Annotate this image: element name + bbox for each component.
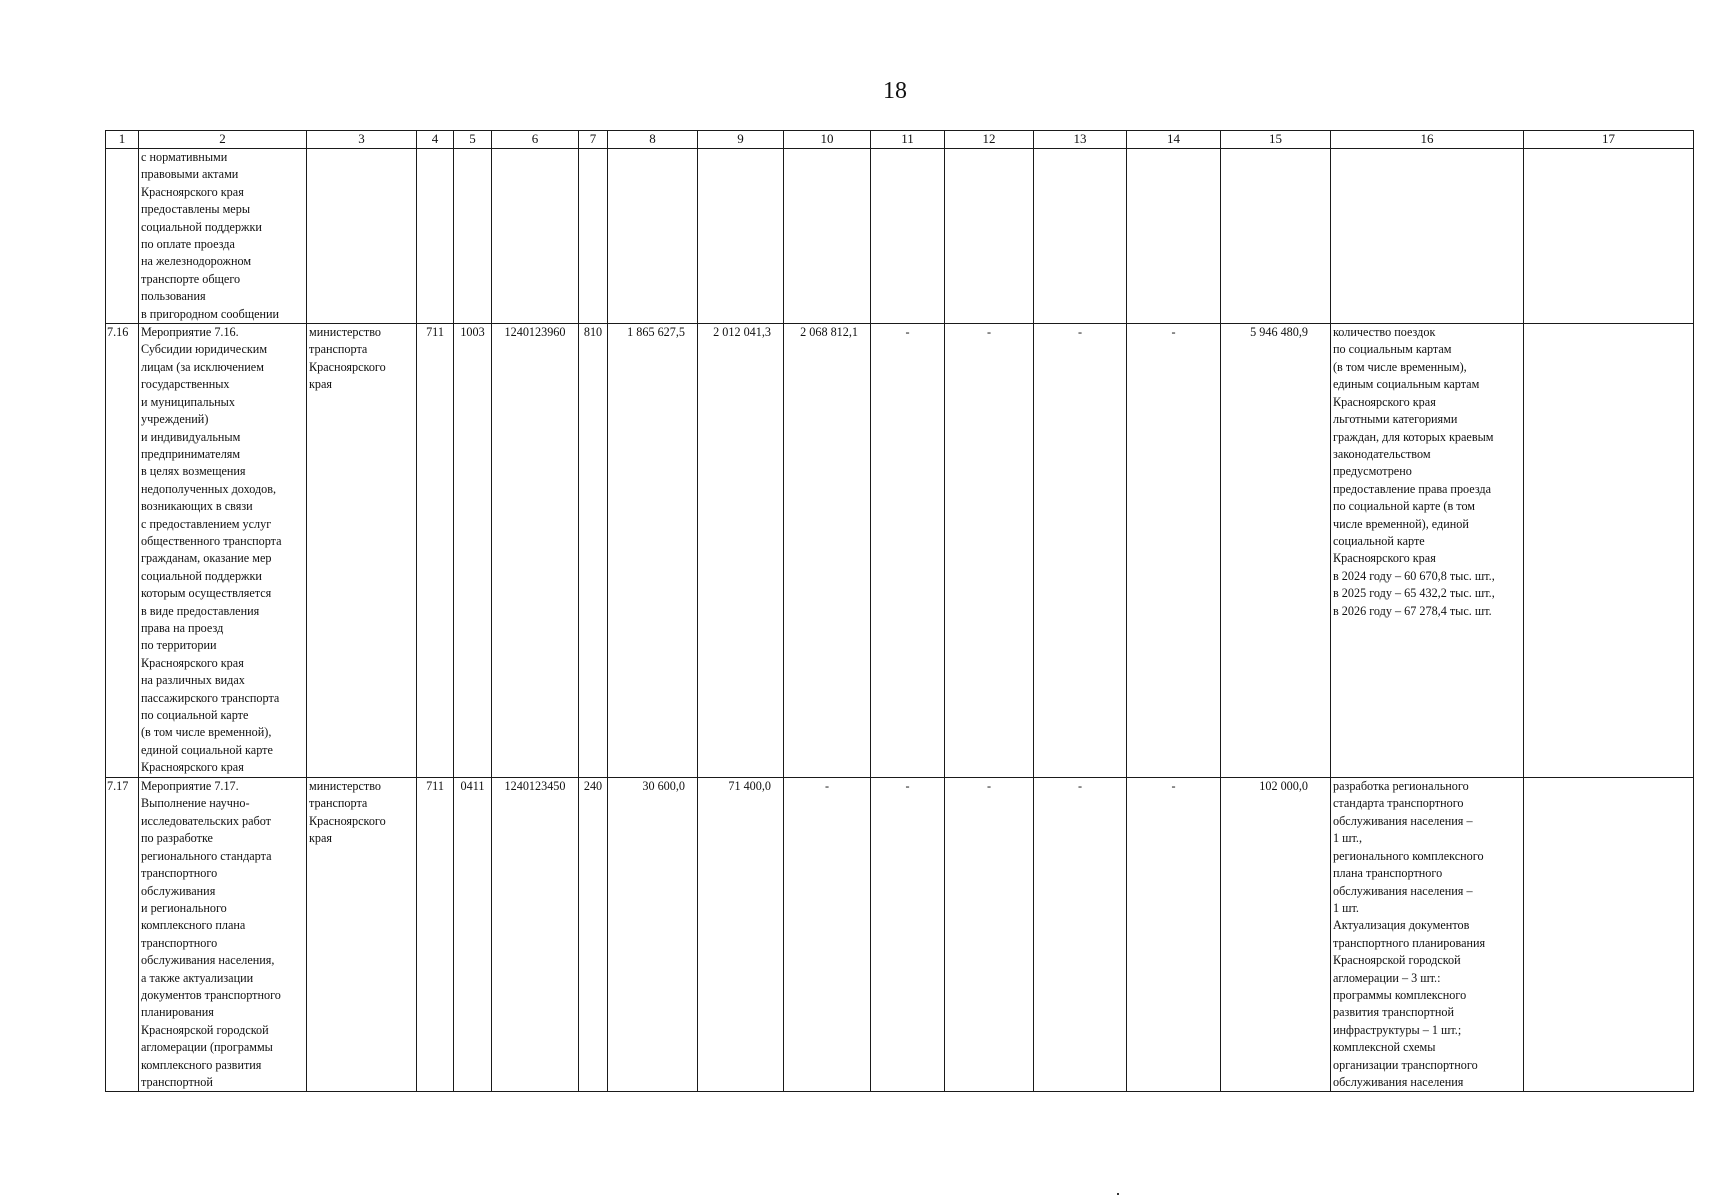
amount-col-11: - xyxy=(871,324,945,778)
amount-col-10: - xyxy=(784,778,871,1092)
table-row-7-16 xyxy=(106,324,1694,778)
grbs-code: 711 xyxy=(417,778,454,1092)
cell-empty xyxy=(608,149,698,324)
header-cell: 3 xyxy=(307,131,417,149)
cell-empty xyxy=(492,149,579,324)
header-cell: 4 xyxy=(417,131,454,149)
amount-col-12: - xyxy=(945,778,1034,1092)
header-cell: 8 xyxy=(608,131,698,149)
amount-col-13: - xyxy=(1034,778,1127,1092)
cell-empty xyxy=(1524,149,1694,324)
header-cell: 6 xyxy=(492,131,579,149)
target-article-code: 1240123960 xyxy=(492,324,579,778)
cell-empty xyxy=(454,149,492,324)
header-cell: 15 xyxy=(1221,131,1331,149)
cell-empty xyxy=(784,149,871,324)
header-cell: 1 xyxy=(106,131,139,149)
header-cell: 17 xyxy=(1524,131,1694,149)
cell-col-17 xyxy=(1524,778,1694,1092)
cell-empty xyxy=(1127,149,1221,324)
header-cell: 12 xyxy=(945,131,1034,149)
amount-col-12: - xyxy=(945,324,1034,778)
responsible-executor: министерство транспорта Красноярского края xyxy=(307,778,417,1092)
header-cell: 16 xyxy=(1331,131,1524,149)
section-code: 1003 xyxy=(454,324,492,778)
row-number: 7.17 xyxy=(106,778,139,1092)
target-article-code: 1240123450 xyxy=(492,778,579,1092)
header-cell: 14 xyxy=(1127,131,1221,149)
section-code: 0411 xyxy=(454,778,492,1092)
amount-col-13: - xyxy=(1034,324,1127,778)
amount-col-14: - xyxy=(1127,324,1221,778)
grbs-code: 711 xyxy=(417,324,454,778)
amount-col-9: 71 400,0 xyxy=(698,778,784,1092)
scan-speck xyxy=(1117,1193,1119,1195)
row-number: 7.16 xyxy=(106,324,139,778)
header-cell: 5 xyxy=(454,131,492,149)
header-row xyxy=(106,131,1694,149)
header-cell: 7 xyxy=(579,131,608,149)
amount-col-10: 2 068 812,1 xyxy=(784,324,871,778)
page-number: 18 xyxy=(883,78,907,104)
amount-col-14: - xyxy=(1127,778,1221,1092)
expense-type-code: 810 xyxy=(579,324,608,778)
responsible-executor: министерство транспорта Красноярского края xyxy=(307,324,417,778)
cell-empty xyxy=(945,149,1034,324)
expected-result: количество поездок по социальным картам (в том числе временным), единым социальным картам Красноярского края льготными категориями граждан, для которых краевым законодательством предусмотрено предоставление права проезда по социальной карте (в том числе временной), единой социальной карте Красноярского края в 2024 году – 60 670,8 тыс. шт., в 2025 году – 65 432,2 тыс. шт., в 2026 году – 67 278,4 тыс. шт. xyxy=(1331,324,1524,778)
table-row-7-17 xyxy=(106,778,1694,1092)
cell-empty xyxy=(1331,149,1524,324)
amount-col-11: - xyxy=(871,778,945,1092)
cell-empty xyxy=(1034,149,1127,324)
header-cell: 13 xyxy=(1034,131,1127,149)
header-cell: 2 xyxy=(139,131,307,149)
cell-index xyxy=(106,149,139,324)
cell-col-17 xyxy=(1524,324,1694,778)
continuation-row xyxy=(106,149,1694,324)
measure-description: Мероприятие 7.17. Выполнение научно- исследовательских работ по разработке регионального стандарта транспортного обслуживания и регионального комплексного плана транспортного обслуживания населения, а также актуализации документов транспортного планирования Красноярской городской агломерации (программы комплексного развития транспортной xyxy=(139,778,307,1092)
measures-table xyxy=(105,130,1694,1092)
cell-empty xyxy=(871,149,945,324)
amount-total: 102 000,0 xyxy=(1221,778,1331,1092)
cell-empty xyxy=(579,149,608,324)
amount-col-8: 30 600,0 xyxy=(608,778,698,1092)
measure-description: Мероприятие 7.16. Субсидии юридическим лицам (за исключением государственных и муниципальных учреждений) и индивидуальным предпринимателям в целях возмещения недополученных доходов, возникающих в связи с предоставлением услуг общественного транспорта гражданам, оказание мер социальной поддержки которым осуществляется в виде предоставления права на проезд по территории Красноярского края на различных видах пассажирского транспорта по социальной карте (в том числе временной), единой социальной карте Красноярского края xyxy=(139,324,307,778)
measure-description: с нормативными правовыми актами Красноярского края предоставлены меры социальной поддержки по оплате проезда на железнодорожном транспорте общего пользования в пригородном сообщении xyxy=(139,149,307,324)
amount-total: 5 946 480,9 xyxy=(1221,324,1331,778)
header-cell: 9 xyxy=(698,131,784,149)
cell-empty xyxy=(698,149,784,324)
header-cell: 10 xyxy=(784,131,871,149)
cell-empty xyxy=(307,149,417,324)
header-cell: 11 xyxy=(871,131,945,149)
cell-empty xyxy=(417,149,454,324)
amount-col-8: 1 865 627,5 xyxy=(608,324,698,778)
expense-type-code: 240 xyxy=(579,778,608,1092)
cell-empty xyxy=(1221,149,1331,324)
amount-col-9: 2 012 041,3 xyxy=(698,324,784,778)
expected-result: разработка регионального стандарта транспортного обслуживания населения – 1 шт., регионального комплексного плана транспортного обслуживания населения – 1 шт. Актуализация документов транспортного планирования Красноярской городской агломерации – 3 шт.: программы комплексного развития транспортной инфраструктуры – 1 шт.; комплексной схемы организации транспортного обслуживания населения xyxy=(1331,778,1524,1092)
